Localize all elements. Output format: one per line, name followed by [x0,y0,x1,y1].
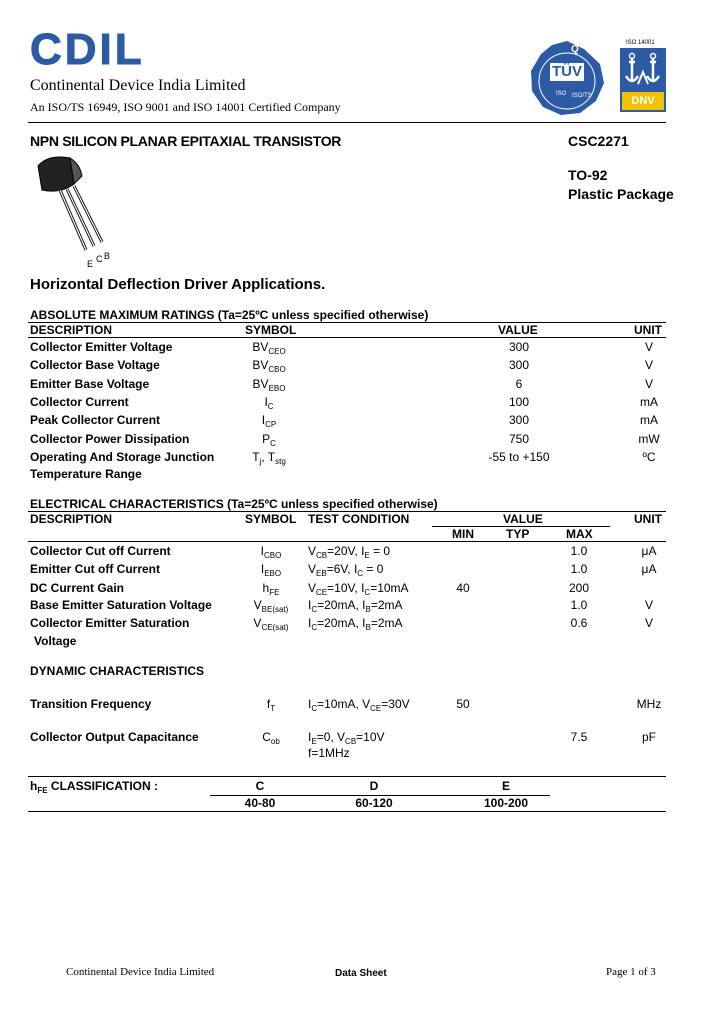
svg-text:Q: Q [571,44,579,55]
hfe-label-sub: FE [37,786,48,795]
test-sub-1: CE [316,588,328,597]
hfe-class-e: E [501,779,510,793]
hfe-divider-top [28,776,666,777]
test-part-3: = 0 [363,562,384,576]
abs-col-description: DESCRIPTION [30,323,113,337]
test-part-1: I [308,598,312,612]
test-part-2: =0, V [316,730,346,744]
abs-row-unit: ºC [642,450,656,464]
symbol-subscript: CEO [268,347,286,356]
abs-row-description: Operating And Storage Junction [30,450,215,464]
dynamic-heading: DYNAMIC CHARACTERISTICS [30,664,204,678]
elec-col-test: TEST CONDITION [308,512,410,526]
hfe-range-d: 60-120 [355,796,393,810]
pin-c-label: C [96,254,103,264]
test-sub-1: CB [316,551,328,560]
symbol-cell [240,340,298,354]
symbol-main: I [260,562,265,576]
dynamic-row-description: Transition Frequency [30,697,152,711]
test-sub-1: EB [316,569,327,578]
iso-label: ISO 14001 [626,40,655,46]
test-sub-1: E [311,737,317,746]
abs-row-description: Emitter Base Voltage [30,377,150,391]
test-part-2: =10V, I [327,581,365,595]
test-sub-1: C [311,704,318,713]
pin-b-label: B [104,251,111,261]
test-sub-1: C [311,605,318,614]
symbol-cell [240,598,302,612]
dnv-label: DNV [631,95,655,107]
certification-text: An ISO/TS 16949, ISO 9001 and ISO 14001 Certified Company [30,100,341,114]
symbol-cell [240,377,298,391]
symbol-subscript: CE(sat) [261,623,289,632]
elec-row-description-2: Voltage [34,634,77,648]
elec-col-max: MAX [566,527,593,541]
elec-row-max: 200 [568,581,590,595]
symbol-subscript: EBO [268,384,286,393]
company-logo: CDIL [30,25,145,74]
abs-max-heading: ABSOLUTE MAXIMUM RATINGS (Ta=25ºC unless specified otherwise) [30,308,429,322]
symbol-main: V [253,616,262,630]
symbol-cell [240,432,298,446]
symbol-subscript-2: stg [275,457,286,466]
symbol-main: f [266,697,271,711]
symbol-cell [240,358,298,372]
symbol-subscript: j [259,457,262,466]
test-part-3: =2mA [370,616,403,630]
test-part-3: = 0 [369,544,391,558]
abs-max-divider-header [28,337,666,338]
abs-row-unit: V [644,358,653,372]
symbol-cell [240,697,302,711]
test-part-1: I [308,616,312,630]
hfe-range-c: 40-80 [244,796,276,810]
elec-row-description: Collector Cut off Current [30,544,171,558]
elec-row-max: 1.0 [570,562,588,576]
to92-package-illustration [30,150,130,270]
elec-col-symbol: SYMBOL [245,512,297,526]
footer-company: Continental Device India Limited [66,966,215,978]
symbol-main: BV [252,358,269,372]
elec-row-max: 1.0 [570,544,588,558]
symbol-main: V [253,598,262,612]
company-name: Continental Device India Limited [30,77,246,94]
elec-row-description: Emitter Cut off Current [30,562,160,576]
test-condition [308,697,410,711]
abs-col-unit: UNIT [634,323,662,337]
tuv-label: TÜV [552,63,582,80]
abs-row-value: 6 [515,377,523,391]
hfe-class-c: C [255,779,265,793]
symbol-cell [240,562,302,576]
abs-row-value: 300 [508,358,530,372]
test-sub-2: C [364,588,371,597]
elec-row-unit: V [644,598,653,612]
elec-row-description: DC Current Gain [30,581,125,595]
dynamic-row-description: Collector Output Capacitance [30,730,199,744]
dnv-certification-badge [620,40,666,112]
header-divider [28,122,666,123]
abs-max-divider-top [28,322,666,323]
elec-row-max: 0.6 [570,616,588,630]
elec-divider-header [28,541,666,542]
elec-row-unit: V [644,616,653,630]
dynamic-row-min: 50 [456,697,470,711]
test-part-2: =20mA, I [317,598,366,612]
hfe-class-divider [210,795,550,796]
test-sub-2: B [365,605,371,614]
elec-col-description: DESCRIPTION [30,512,113,526]
test-part-1: I [308,697,312,711]
symbol-main-2: , T [261,450,276,464]
elec-row-min: 40 [456,581,470,595]
symbol-subscript: EBO [264,569,282,578]
test-part-1: V [308,581,317,595]
symbol-subscript: CP [265,420,277,429]
test-part-1: V [308,562,317,576]
hfe-label-h: h [30,779,38,793]
test-part-2: =6V, I [326,562,358,576]
abs-row-value: 300 [508,340,530,354]
elec-row-unit: μA [641,562,657,576]
hfe-class-d: D [369,779,379,793]
package-type: TO-92 [568,167,608,183]
test-part-3: =10V [356,730,385,744]
svg-text:ISO: ISO [556,91,567,97]
symbol-subscript: BE(sat) [261,605,289,614]
symbol-cell [240,450,298,464]
test-part-3: =10mA [370,581,409,595]
abs-row-description: Peak Collector Current [30,413,161,427]
symbol-subscript: ob [270,737,280,746]
abs-row-value: -55 to +150 [488,450,550,464]
symbol-cell [240,581,302,595]
abs-row-value: 100 [508,395,530,409]
abs-row-description: Collector Current [30,395,129,409]
test-part-3: =2mA [370,598,403,612]
symbol-subscript: CBO [264,551,282,560]
test-sub-2: B [365,623,371,632]
elec-row-description: Base Emitter Saturation Voltage [30,598,212,612]
test-part-2: =20mA, I [317,616,366,630]
test-condition [308,544,390,558]
test-condition [308,616,403,630]
test-condition [308,598,403,612]
symbol-cell [240,730,302,744]
dynamic-row-max: 7.5 [570,730,588,744]
symbol-main: I [260,544,264,558]
pin-e-label: E [87,259,94,269]
abs-row-value: 750 [508,432,530,446]
test-part-1: V [308,544,317,558]
elec-row-max: 1.0 [570,598,588,612]
abs-row-description-2: Temperature Range [30,467,142,481]
abs-row-description: Collector Emitter Voltage [30,340,173,354]
footer-page: Page 1 of 3 [606,966,656,978]
symbol-main: I [261,413,266,427]
elec-row-unit: μA [641,544,657,558]
symbol-cell [240,395,298,409]
test-condition [308,581,409,595]
abs-row-unit: mW [638,432,660,446]
test-condition [308,562,383,576]
abs-row-unit: V [644,340,653,354]
abs-row-unit: mA [640,395,658,409]
elec-col-value: VALUE [503,512,543,526]
package-description: Plastic Package [568,186,674,202]
dynamic-row-unit: pF [641,730,656,744]
footer-doc-type: Data Sheet [335,968,387,979]
product-type: NPN SILICON PLANAR EPITAXIAL TRANSISTOR [30,133,342,149]
elec-col-min: MIN [452,527,474,541]
test-part-1: I [308,730,312,744]
part-number: CSC2271 [568,133,629,149]
symbol-cell [240,544,302,558]
symbol-main: T [252,450,260,464]
symbol-main: C [262,730,271,744]
symbol-subscript: CBO [268,365,286,374]
symbol-main: P [262,432,271,446]
elec-heading: ELECTRICAL CHARACTERISTICS (Ta=25ºC unless specified otherwise) [30,497,438,511]
symbol-subscript: FE [269,588,280,597]
test-sub-2: CE [370,704,382,713]
symbol-cell [240,413,298,427]
test-sub-2: C [357,569,364,578]
test-sub-2: CB [345,737,357,746]
hfe-label-rest: CLASSIFICATION : [47,779,159,793]
hfe-divider-bottom [28,811,666,812]
test-sub-2: E [364,551,370,560]
abs-row-unit: V [644,377,653,391]
elec-col-unit: UNIT [634,512,662,526]
symbol-main: BV [252,340,269,354]
elec-row-description: Collector Emitter Saturation [30,616,190,630]
test-condition [308,730,385,744]
application-title: Horizontal Deflection Driver Applications. [30,276,326,293]
test-part-2: =20V, I [327,544,365,558]
abs-row-description: Collector Power Dissipation [30,432,190,446]
hfe-range-e: 100-200 [483,796,529,810]
test-part-2: =10mA, V [317,697,371,711]
abs-row-value: 300 [508,413,530,427]
hfe-classification-label [30,779,158,793]
symbol-main: h [262,581,270,595]
symbol-main: BV [252,377,269,391]
symbol-main: I [264,395,268,409]
abs-row-description: Collector Base Voltage [30,358,160,372]
abs-col-value: VALUE [498,323,538,337]
symbol-cell [240,616,302,630]
abs-col-symbol: SYMBOL [245,323,297,337]
elec-col-typ: TYP [506,527,530,541]
abs-row-unit: mA [640,413,658,427]
dynamic-row-test-line-2: f=1MHz [308,746,350,760]
test-part-3: =30V [381,697,410,711]
symbol-subscript: C [267,402,274,411]
symbol-subscript: C [270,439,276,448]
test-sub-1: C [311,623,318,632]
dynamic-row-unit: MHz [636,697,662,711]
symbol-subscript: T [270,704,276,713]
tuv-certification-badge [528,39,606,117]
svg-text:ISO/TS: ISO/TS [572,93,592,99]
